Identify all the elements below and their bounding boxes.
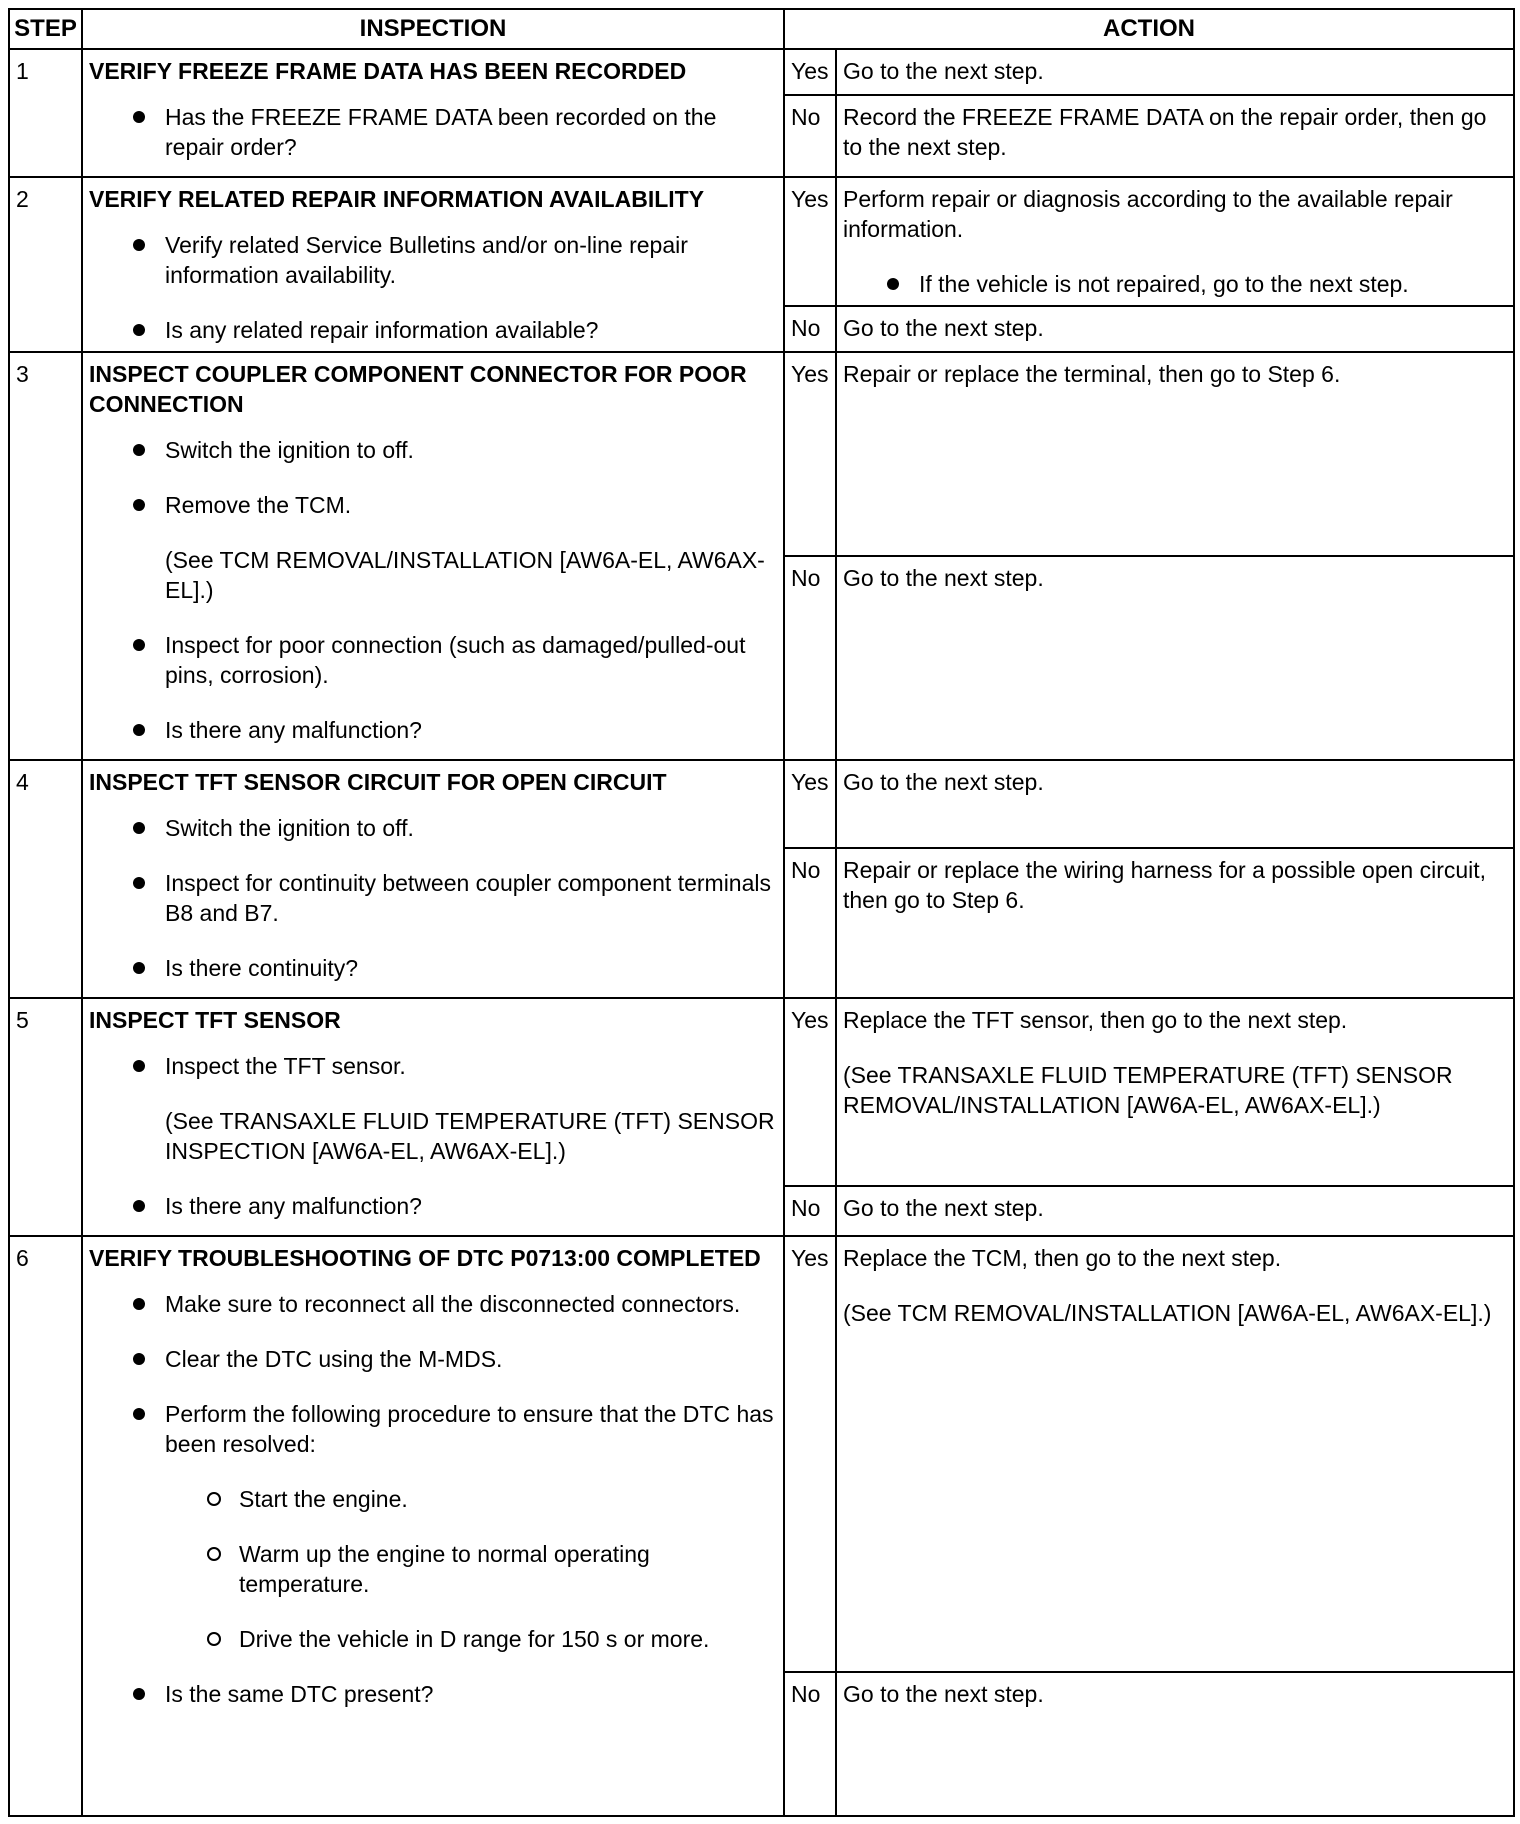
- action-text: Repair or replace the wiring harness for a possible open circuit, then go to Step 6.: [843, 857, 1487, 913]
- inspection-item: Make sure to reconnect all the disconnected connectors.: [89, 1289, 777, 1319]
- action-text: Go to the next step.: [843, 58, 1044, 84]
- yes-label: Yes: [784, 352, 836, 556]
- step-2-inspection: [82, 177, 784, 352]
- inspection-item: Inspect for continuity between coupler component terminals B8 and B7.: [89, 868, 777, 928]
- step-4-yes-row: [9, 760, 1514, 848]
- step-title: INSPECT COUPLER COMPONENT CONNECTOR FOR POOR CONNECTION: [89, 361, 747, 417]
- action-yes: [836, 352, 1514, 556]
- inspection-item: Inspect for poor connection (such as damaged/pulled-out pins, corrosion).: [89, 630, 777, 690]
- step-1-yes-row: [9, 49, 1514, 95]
- action-no: [836, 1672, 1514, 1816]
- action-text: Replace the TCM, then go to the next step.: [843, 1245, 1282, 1271]
- step-2-yes-row: [9, 177, 1514, 306]
- action-yes: [836, 49, 1514, 95]
- header-row: [9, 9, 1514, 49]
- step-number: 3: [9, 352, 82, 760]
- inspection-item: Switch the ignition to off.: [89, 435, 777, 465]
- action-yes: [836, 177, 1514, 306]
- action-text: Go to the next step.: [843, 315, 1044, 341]
- step-5-yes-row: [9, 998, 1514, 1186]
- inspection-item: Remove the TCM.: [89, 490, 777, 520]
- no-label: No: [784, 556, 836, 760]
- action-yes: [836, 760, 1514, 848]
- action-yes: [836, 998, 1514, 1186]
- action-text: Go to the next step.: [843, 565, 1044, 591]
- action-reference: (See TCM REMOVAL/INSTALLATION [AW6A-EL, AW6AX-EL].): [843, 1300, 1492, 1326]
- inspection-subitem: Start the engine.: [89, 1484, 777, 1514]
- yes-label: Yes: [784, 760, 836, 848]
- action-text: Perform repair or diagnosis according to the available repair information.: [843, 186, 1453, 242]
- action-text: Repair or replace the terminal, then go to Step 6.: [843, 361, 1341, 387]
- yes-label: Yes: [784, 49, 836, 95]
- inspection-item: Perform the following procedure to ensure that the DTC has been resolved:: [89, 1399, 777, 1459]
- no-label: No: [784, 1186, 836, 1236]
- step-number: 1: [9, 49, 82, 177]
- yes-label: Yes: [784, 998, 836, 1186]
- step-title: INSPECT TFT SENSOR CIRCUIT FOR OPEN CIRCUIT: [89, 769, 667, 795]
- header-step: STEP: [9, 9, 82, 49]
- inspection-item: Verify related Service Bulletins and/or on-line repair information availability.: [89, 230, 777, 290]
- action-text: Go to the next step.: [843, 769, 1044, 795]
- action-text: Replace the TFT sensor, then go to the next step.: [843, 1007, 1348, 1033]
- header-inspection: INSPECTION: [82, 9, 784, 49]
- inspection-item: Is there continuity?: [89, 953, 777, 983]
- no-label: No: [784, 95, 836, 177]
- inspection-item: Has the FREEZE FRAME DATA been recorded on the repair order?: [89, 102, 777, 162]
- step-3-inspection: [82, 352, 784, 760]
- yes-label: Yes: [784, 177, 836, 306]
- step-title: VERIFY FREEZE FRAME DATA HAS BEEN RECORDED: [89, 58, 687, 84]
- header-action: ACTION: [784, 9, 1514, 49]
- step-6-inspection: [82, 1236, 784, 1816]
- action-no: [836, 848, 1514, 998]
- inspection-item: Is any related repair information available?: [89, 315, 777, 345]
- no-label: No: [784, 1672, 836, 1816]
- step-title: VERIFY TROUBLESHOOTING OF DTC P0713:00 COMPLETED: [89, 1245, 761, 1271]
- action-no: [836, 556, 1514, 760]
- inspection-item: Is there any malfunction?: [89, 715, 777, 745]
- step-1-inspection: [82, 49, 784, 177]
- inspection-subitem: Drive the vehicle in D range for 150 s or more.: [89, 1624, 777, 1654]
- no-label: No: [784, 848, 836, 998]
- inspection-item: Switch the ignition to off.: [89, 813, 777, 843]
- inspection-item: Inspect the TFT sensor.: [89, 1051, 777, 1081]
- action-text: Record the FREEZE FRAME DATA on the repair order, then go to the next step.: [843, 104, 1487, 160]
- step-number: 2: [9, 177, 82, 352]
- inspection-reference: (See TRANSAXLE FLUID TEMPERATURE (TFT) SENSOR INSPECTION [AW6A-EL, AW6AX-EL].): [165, 1108, 775, 1164]
- action-text: Go to the next step.: [843, 1681, 1044, 1707]
- inspection-item: Is the same DTC present?: [89, 1679, 777, 1709]
- inspection-reference: (See TCM REMOVAL/INSTALLATION [AW6A-EL, AW6AX-EL].): [165, 547, 765, 603]
- step-3-yes-row: [9, 352, 1514, 556]
- action-text: Go to the next step.: [843, 1195, 1044, 1221]
- step-4-inspection: [82, 760, 784, 998]
- action-bullet: If the vehicle is not repaired, go to the next step.: [843, 269, 1507, 299]
- step-title: INSPECT TFT SENSOR: [89, 1007, 341, 1033]
- yes-label: Yes: [784, 1236, 836, 1672]
- action-yes: [836, 1236, 1514, 1672]
- action-no: [836, 306, 1514, 352]
- step-number: 5: [9, 998, 82, 1236]
- step-number: 4: [9, 760, 82, 998]
- no-label: No: [784, 306, 836, 352]
- inspection-subitem: Warm up the engine to normal operating temperature.: [89, 1539, 777, 1599]
- action-no: [836, 95, 1514, 177]
- inspection-item: Is there any malfunction?: [89, 1191, 777, 1221]
- diagnostic-table: [8, 8, 1515, 1817]
- step-title: VERIFY RELATED REPAIR INFORMATION AVAILABILITY: [89, 186, 705, 212]
- step-number: 6: [9, 1236, 82, 1816]
- step-5-inspection: [82, 998, 784, 1236]
- action-no: [836, 1186, 1514, 1236]
- inspection-item: Clear the DTC using the M-MDS.: [89, 1344, 777, 1374]
- step-6-yes-row: [9, 1236, 1514, 1672]
- action-reference: (See TRANSAXLE FLUID TEMPERATURE (TFT) SENSOR REMOVAL/INSTALLATION [AW6A-EL, AW6AX-EL].): [843, 1062, 1453, 1118]
